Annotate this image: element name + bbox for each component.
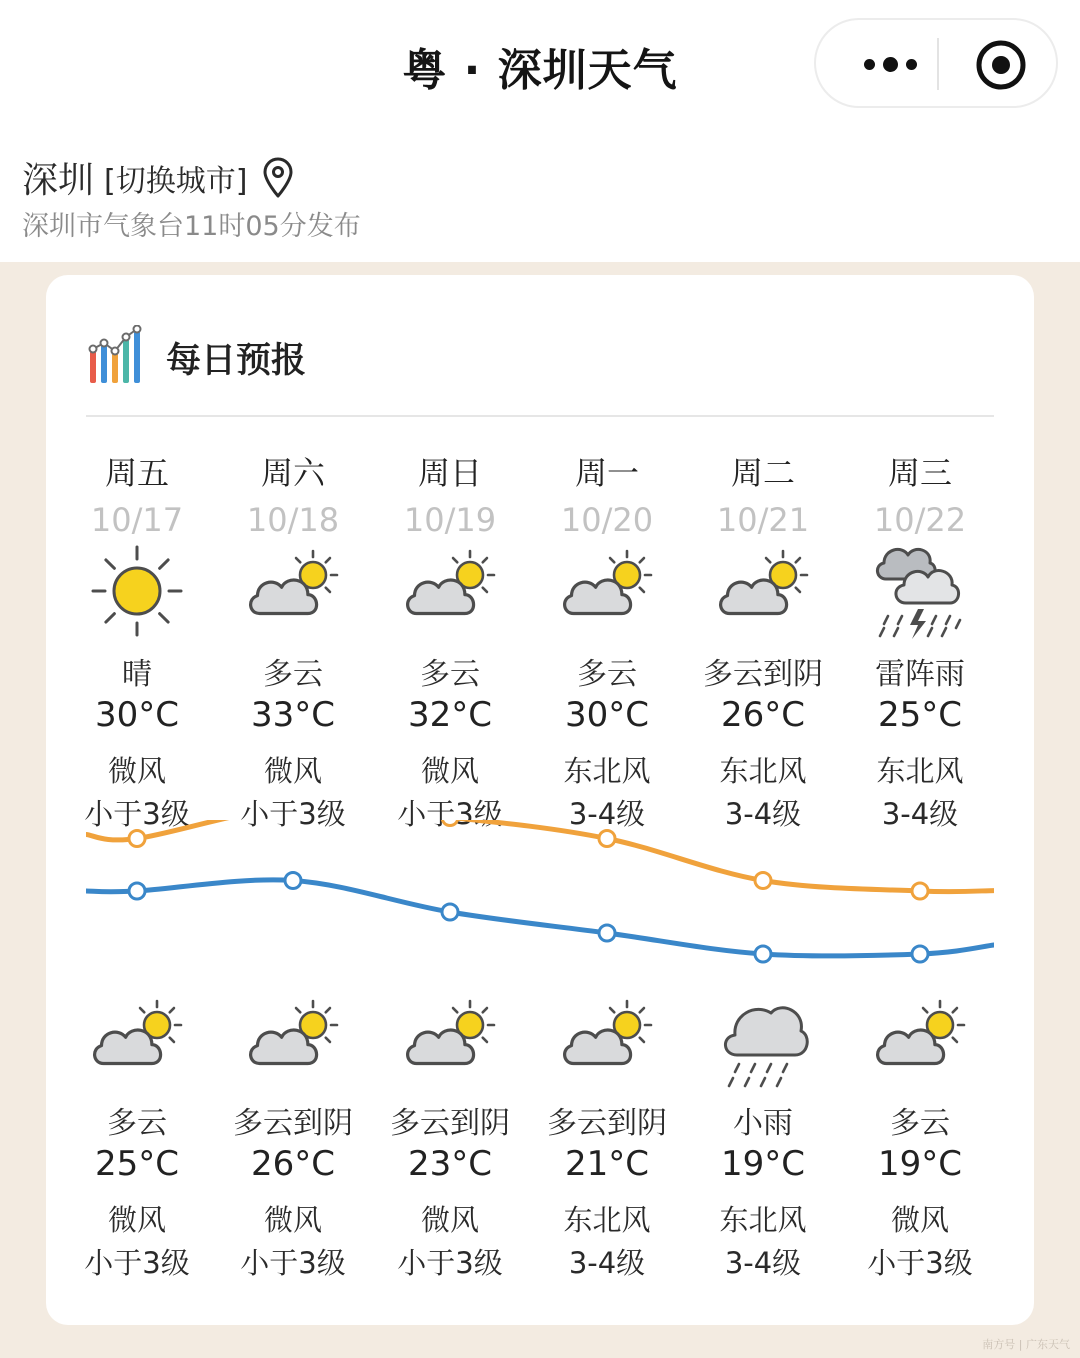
high-temp-point-10/22	[912, 883, 928, 899]
location-pin-icon[interactable]	[261, 157, 295, 199]
day-wind-level: 3-4级	[724, 797, 802, 831]
low-temp: 21°C	[564, 1144, 649, 1184]
low-temp-point-10/17	[129, 883, 145, 899]
city-name: 深圳	[22, 160, 95, 201]
weekday-label: 周日	[417, 454, 482, 492]
day-wind-direction: 东北风	[876, 754, 964, 788]
weekday-label: 周一	[574, 454, 639, 492]
day-wind-direction: 微风	[263, 754, 322, 788]
daily-forecast-card	[46, 275, 1034, 1325]
weekday-label: 周五	[104, 454, 169, 492]
high-temp-point-10/21	[755, 873, 771, 889]
day-wind-direction: 微风	[420, 754, 479, 788]
low-temp: 26°C	[250, 1144, 335, 1184]
partly-cloudy-icon	[402, 543, 498, 639]
high-temp: 25°C	[877, 695, 962, 735]
date-label: 10/20	[560, 501, 654, 539]
day-weather-desc: 雷阵雨	[875, 657, 965, 692]
temperature-trend-chart	[86, 820, 994, 1010]
card-divider	[86, 415, 994, 417]
day-wind-direction: 东北风	[719, 754, 807, 788]
partly-cloudy-icon	[559, 543, 655, 639]
day-wind-direction: 东北风	[563, 754, 651, 788]
more-menu-icon[interactable]	[844, 44, 936, 84]
day-wind-level: 3-4级	[568, 797, 646, 831]
date-label: 10/19	[403, 501, 497, 539]
publish-info: 深圳市气象台11时05分发布	[22, 211, 361, 242]
low-temp-point-10/21	[755, 946, 771, 962]
low-temp-point-10/20	[599, 925, 615, 941]
card-title: 每日预报	[166, 341, 307, 381]
night-wind-level: 小于3级	[240, 1246, 346, 1280]
high-temp-point-10/17	[129, 831, 145, 847]
capsule-divider	[937, 38, 939, 90]
high-temp: 32°C	[407, 695, 492, 735]
night-wind-level: 小于3级	[84, 1246, 190, 1280]
bar-chart-icon	[86, 325, 146, 387]
date-label: 10/17	[90, 501, 184, 539]
day-weather-desc: 多云	[577, 657, 637, 692]
night-weather-desc: 多云到阴	[233, 1106, 353, 1141]
app-title: 粤 · 深圳天气	[402, 45, 678, 96]
night-wind-direction: 微风	[107, 1203, 166, 1237]
day-weather-desc: 多云	[263, 657, 323, 692]
partly-cloudy-icon	[245, 543, 341, 639]
night-wind-direction: 东北风	[719, 1203, 807, 1237]
night-weather-desc: 多云到阴	[390, 1106, 510, 1141]
day-wind-level: 小于3级	[397, 797, 503, 831]
day-wind-level: 小于3级	[240, 797, 346, 831]
night-wind-level: 3-4级	[568, 1246, 646, 1280]
day-weather-desc: 多云到阴	[703, 657, 823, 692]
high-temp: 30°C	[94, 695, 179, 735]
night-weather-desc: 多云	[107, 1106, 167, 1141]
night-wind-direction: 微风	[420, 1203, 479, 1237]
low-temp-point-10/22	[912, 946, 928, 962]
low-temp: 25°C	[94, 1144, 179, 1184]
high-temp: 30°C	[564, 695, 649, 735]
mini-program-capsule	[814, 18, 1058, 108]
day-wind-level: 3-4级	[881, 797, 959, 831]
date-label: 10/21	[716, 501, 810, 539]
day-wind-direction: 微风	[107, 754, 166, 788]
high-temp-point-10/20	[599, 831, 615, 847]
night-wind-level: 小于3级	[397, 1246, 503, 1280]
weekday-label: 周三	[887, 454, 952, 492]
low-temp: 19°C	[720, 1144, 805, 1184]
night-weather-desc: 小雨	[733, 1106, 793, 1141]
night-wind-direction: 微风	[890, 1203, 949, 1237]
city-row	[22, 152, 295, 203]
day-weather-desc: 多云	[420, 657, 480, 692]
night-wind-level: 小于3级	[867, 1246, 973, 1280]
high-temp: 33°C	[250, 695, 335, 735]
night-wind-direction: 微风	[263, 1203, 322, 1237]
watermark: 南方号 | 广东天气	[982, 1338, 1070, 1351]
high-temp-point-10/19	[442, 820, 458, 826]
sunny-icon	[89, 543, 185, 639]
top-bar	[0, 0, 1080, 262]
night-wind-level: 3-4级	[724, 1246, 802, 1280]
night-wind-direction: 东北风	[563, 1203, 651, 1237]
date-label: 10/22	[873, 501, 967, 539]
high-temp: 26°C	[720, 695, 805, 735]
date-label: 10/18	[246, 501, 340, 539]
day-weather-desc: 晴	[122, 657, 152, 692]
low-temp-point-10/18	[285, 873, 301, 889]
night-weather-desc: 多云到阴	[547, 1106, 667, 1141]
night-weather-desc: 多云	[890, 1106, 950, 1141]
low-temp: 19°C	[877, 1144, 962, 1184]
close-target-icon[interactable]	[974, 38, 1028, 92]
weekday-label: 周二	[730, 454, 795, 492]
switch-city-link[interactable]: [切换城市]	[104, 163, 248, 199]
low-temp-point-10/19	[442, 904, 458, 920]
day-wind-level: 小于3级	[84, 797, 190, 831]
partly-cloudy-icon	[715, 543, 811, 639]
weekday-label: 周六	[260, 454, 325, 492]
thunderstorm-icon	[872, 543, 968, 639]
low-temp: 23°C	[407, 1144, 492, 1184]
